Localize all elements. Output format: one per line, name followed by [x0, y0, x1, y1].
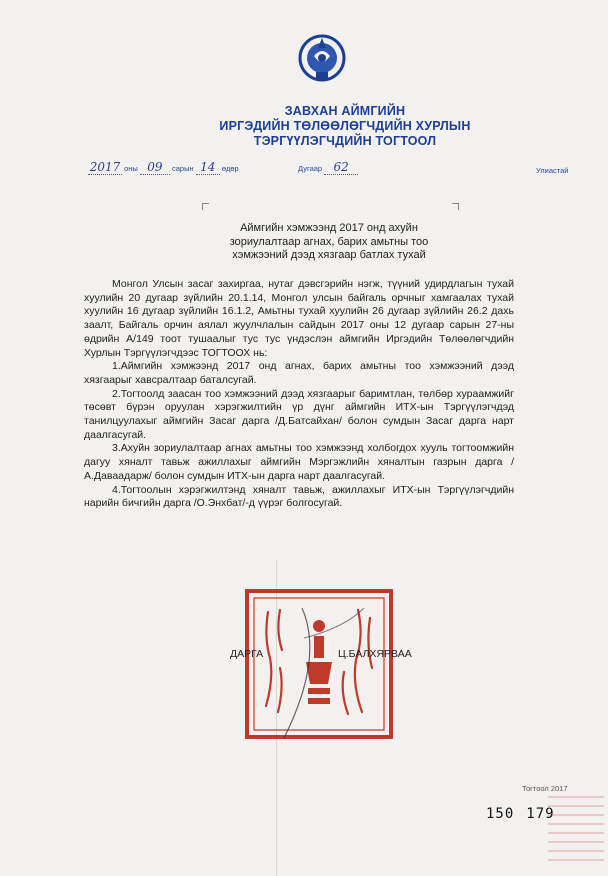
- body-item-4: 4.Тогтоолын хэрэгжилтэнд хяналт тавьж, ажиллахыг ИТХ-ын Тэргүүлэгчдийн нарийн бичгийн дарга /О.Энхбат/-д үүрэг болгосугай.: [84, 483, 514, 510]
- footer-label: Тогтоол 2017: [522, 784, 568, 793]
- date-line: [88, 160, 239, 175]
- signatory-title: ДАРГА: [230, 648, 264, 660]
- registration-number: [486, 806, 555, 822]
- subject-line2: зориулалтаар агнах, барих амьтны тоо: [229, 235, 429, 248]
- document-number: [298, 160, 358, 175]
- subject-line3: хэмжээний дээд хязгаар батлах тухай: [232, 249, 426, 261]
- signatory-name: Ц.БАЛХЯРВАА: [338, 648, 412, 660]
- subject-line1: Аймгийн хэмжээнд 2017 онд ахуйн: [240, 222, 418, 234]
- subject-heading: [200, 222, 458, 263]
- subject-bracket-left: [202, 203, 209, 210]
- registration-number-1: 150: [486, 806, 515, 822]
- year-label: оны: [124, 164, 138, 173]
- resolution-body: [84, 278, 514, 511]
- bleed-through-stamp: [548, 796, 604, 866]
- document-type-title: ТЭРГҮҮЛЭГЧДИЙН ТОГТООЛ: [253, 134, 437, 148]
- date-year: 2017: [89, 160, 121, 174]
- registration-number-2: 179: [526, 806, 555, 822]
- date-month: 09: [140, 160, 170, 175]
- number-value: 62: [324, 160, 358, 175]
- month-label: сарын: [172, 164, 194, 173]
- state-emblem-icon: [296, 28, 348, 88]
- city: Улиастай: [536, 166, 569, 175]
- body-item-2: 2.Тогтоолд заасан тоо хэмжээний дээд хязгаарыг баримтлан, төлбөр хураамжийг төсөвт бүрэн оруулан хэрэгжилтийн үр дүнг аймгийн ИТХ-ын Тэргүүлэгчдэд танилцуулахыг аймгийн Засаг дарга /Д.Батсайхан/ болон сумдын Засаг дарга нарт даалгасугай.: [84, 387, 514, 441]
- body-item-1: 1.Аймгийн хэмжээнд 2017 онд агнах, барих амьтны тоо хэмжээний дээд хязгаарыг хавсралтаар баталсугай.: [84, 360, 514, 386]
- official-seal-stamp: [244, 588, 394, 740]
- date-day: 14: [196, 160, 220, 175]
- number-label: Дугаар: [298, 164, 323, 173]
- org-name-line2: ИРГЭДИЙН ТӨЛӨӨЛӨГЧДИЙН ХУРЛЫН: [219, 119, 471, 133]
- subject-bracket-right: [452, 203, 459, 210]
- body-intro: Монгол Улсын засаг захиргаа, нутаг дэвсгэрийн нэгж, түүний удирдлагын тухай хуулийн 20 дугаар зүйлийн 20.1.14, Монгол улсын байгаль орчныг хамгаалах тухай хуулийн 16 дугаар зүйлийн 16.1.2, Амьтны тухай хуулийн 26 дугаар зүйлийн 26.2 дахь заалт, Байгаль орчин аялал жуулчлалын сайдын 2017 оны 12 дугаар сарын 27-ны өдрийн А/149 тоот тушаалыг тус тус үндэслэн аймгийн Иргэдийн Төлөөлөгчдийн Хурлын Тэргүүлэгчдээс ТОГТООХ нь:: [84, 278, 514, 359]
- org-name-line1: ЗАВХАН АЙМГИЙН: [284, 104, 406, 118]
- day-label: өдөр: [221, 164, 239, 173]
- body-item-3: 3.Ахуйн зориулалтаар агнах амьтны тоо хэмжээнд холбогдох хууль тогтоомжийн дагуу хяналт тавьж ажиллахыг аймгийн Мэргэжлийн хяналтын газрын дарга /А.Даваадарж/ болон сумдын ИТХ-ын дарга нарт даалгасугай.: [84, 442, 514, 482]
